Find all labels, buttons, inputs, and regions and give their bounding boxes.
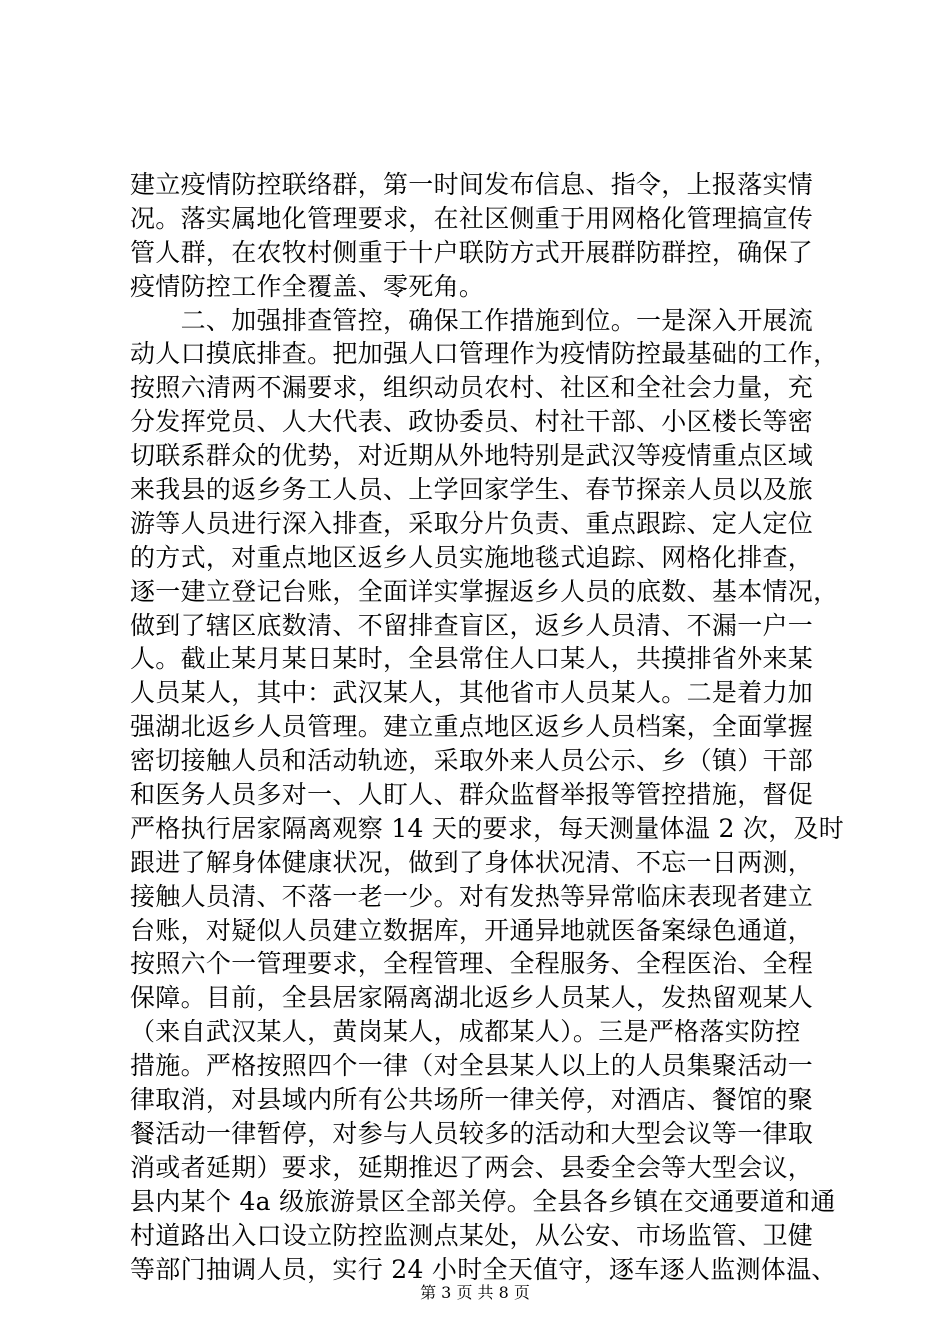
page-footer: 第 3 页 共 8 页 — [420, 1283, 530, 1302]
text-line: 分发挥党员、人大代表、政协委员、村社干部、小区楼长等密 — [130, 407, 814, 437]
text-line: 接触人员清、不落一老一少。对有发热等异常临床表现者建立 — [130, 881, 814, 911]
text-line: 来我县的返乡务工人员、上学回家学生、春节探亲人员以及旅 — [130, 475, 814, 505]
text-line: 的方式，对重点地区返乡人员实施地毯式追踪、网格化排查， — [130, 542, 814, 572]
text-line: 动人口摸底排查。把加强人口管理作为疫情防控最基础的工作， — [130, 339, 839, 369]
text-line: 管人群，在农牧村侧重于十户联防方式开展群防群控，确保了 — [130, 237, 814, 267]
text-line: 密切接触人员和活动轨迹，采取外来人员公示、乡（镇）干部 — [130, 746, 814, 776]
text-line: 严格执行居家隔离观察 14 天的要求，每天测量体温 2 次，及时 — [130, 813, 845, 843]
text-line: 按照六清两不漏要求，组织动员农村、社区和全社会力量，充 — [130, 373, 814, 403]
text-line: 建立疫情防控联络群，第一时间发布信息、指令，上报落实情 — [130, 170, 814, 199]
text-line: 逐一建立登记台账，全面详实掌握返乡人员的底数、基本情况， — [130, 576, 839, 606]
text-line: 强湖北返乡人员管理。建立重点地区返乡人员档案，全面掌握 — [130, 712, 814, 742]
text-line: 疫情防控工作全覆盖、零死角。 — [130, 271, 485, 301]
text-line: （来自武汉某人，黄岗某人，成都某人）。三是严格落实防控 — [130, 1017, 801, 1047]
text-line: 餐活动一律暂停，对参与人员较多的活动和大型会议等一律取 — [130, 1118, 814, 1148]
text-line: 按照六个一管理要求，全程管理、全程服务、全程医治、全程 — [130, 949, 814, 979]
text-line: 人。截止某月某日某时，全县常住人口某人，共摸排省外来某 — [130, 644, 814, 674]
text-line: 和医务人员多对一、人盯人、群众监督举报等管控措施，督促 — [130, 780, 814, 810]
text-line: 二、加强排查管控，确保工作措施到位。一是深入开展流 — [130, 305, 814, 335]
text-line: 跟进了解身体健康状况，做到了身体状况清、不忘一日两测， — [130, 847, 814, 877]
text-line: 律取消，对县域内所有公共场所一律关停，对酒店、餐馆的聚 — [130, 1085, 814, 1115]
text-line: 况。落实属地化管理要求，在社区侧重于用网格化管理搞宣传 — [130, 203, 814, 233]
text-line: 消或者延期）要求，延期推迟了两会、县委全会等大型会议， — [130, 1152, 814, 1182]
text-line: 切联系群众的优势，对近期从外地特别是武汉等疫情重点区域 — [130, 441, 814, 471]
body-text — [130, 168, 845, 1286]
text-line: 游等人员进行深入排查，采取分片负责、重点跟踪、定人定位 — [130, 508, 814, 538]
text-line: 村道路出入口设立防控监测点某处，从公安、市场监管、卫健 — [130, 1220, 814, 1250]
text-line: 台账，对疑似人员建立数据库，开通异地就医备案绿色通道， — [130, 915, 814, 945]
text-line: 县内某个 4a 级旅游景区全部关停。全县各乡镇在交通要道和通 — [130, 1186, 836, 1216]
text-line: 措施。严格按照四个一律（对全县某人以上的人员集聚活动一 — [130, 1051, 814, 1081]
text-line: 做到了辖区底数清、不留排查盲区，返乡人员清、不漏一户一 — [130, 610, 814, 640]
text-line: 保障。目前，全县居家隔离湖北返乡人员某人，发热留观某人 — [130, 983, 814, 1013]
text-line: 等部门抽调人员，实行 24 小时全天值守，逐车逐人监测体温、 — [130, 1254, 837, 1284]
text-line: 人员某人，其中：武汉某人，其他省市人员某人。二是着力加 — [130, 678, 814, 708]
